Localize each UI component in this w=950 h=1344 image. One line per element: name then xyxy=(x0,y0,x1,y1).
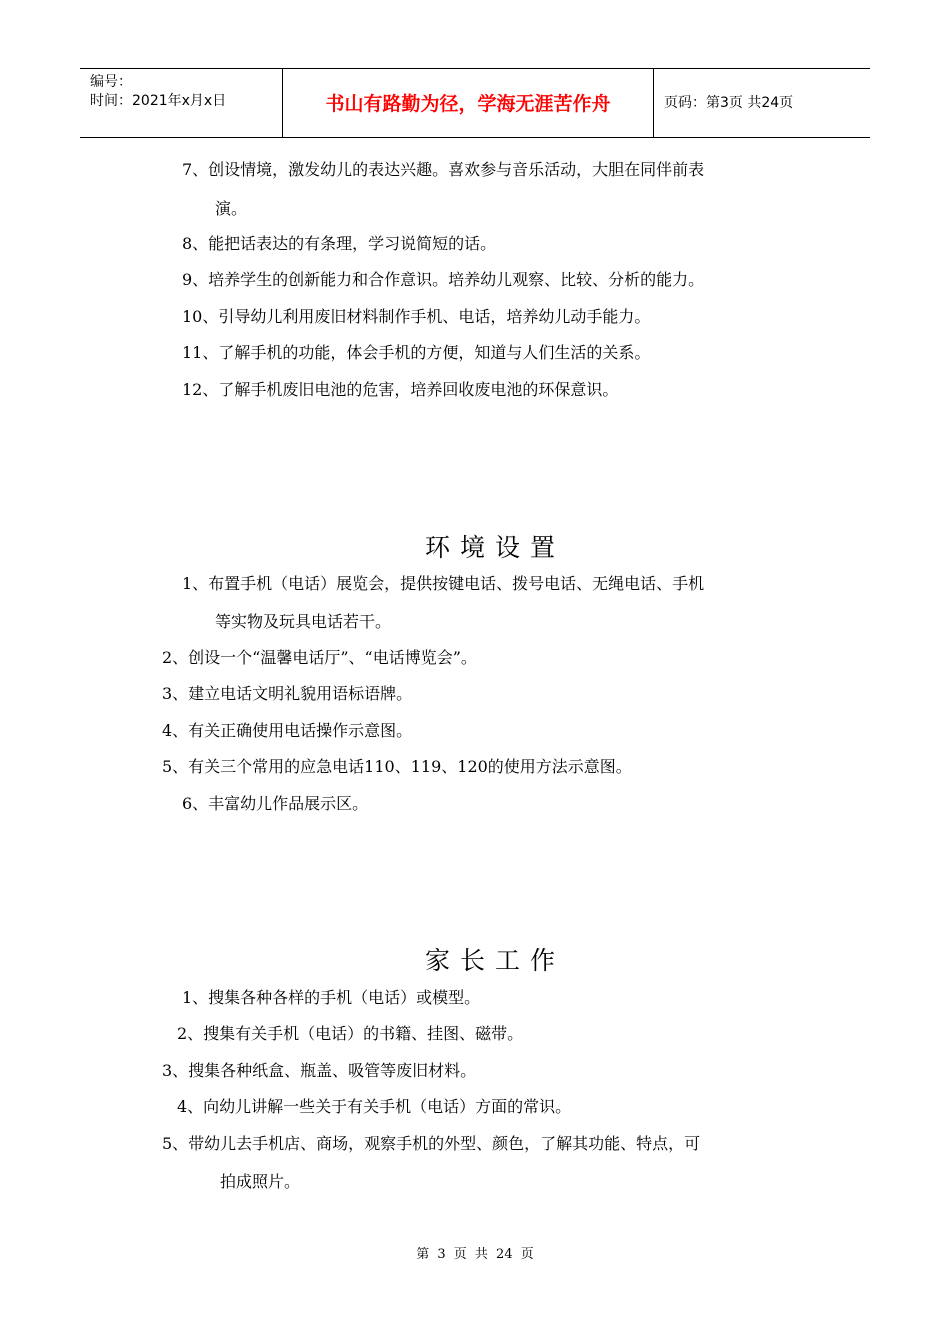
environment-heading: 环境设置 xyxy=(424,533,565,562)
parents-item-5-continued: 拍成照片。 xyxy=(220,1172,301,1191)
parents-item-5: 5、带幼儿去手机店、商场，观察手机的外型、颜色，了解其功能、特点，可 xyxy=(162,1134,701,1153)
environment-item-1: 1、布置手机（电话）展览会，提供按键电话、拨号电话、无绳电话、手机 xyxy=(182,574,705,593)
parents-heading: 家长工作 xyxy=(424,946,565,975)
goal-item-7-continued: 演。 xyxy=(215,199,248,218)
document-number-label: 编号： xyxy=(90,74,132,90)
header-slogan: 书山有路勤为径，学海无涯苦作舟 xyxy=(325,93,611,115)
header-right-cell xyxy=(654,69,870,137)
parents-item-2: 2、搜集有关手机（电话）的书籍、挂图、磁带。 xyxy=(177,1024,524,1043)
environment-item-5: 5、有关三个常用的应急电话110、119、120的使用方法示意图。 xyxy=(162,757,632,776)
document-time-label: 时间：2021年x月x日 xyxy=(90,93,227,109)
goal-item-10: 10、引导幼儿利用废旧材料制作手机、电话，培养幼儿动手能力。 xyxy=(182,307,651,326)
goal-item-8: 8、能把话表达的有条理，学习说简短的话。 xyxy=(182,234,497,253)
page-footer: 第 3 页 共 24 页 xyxy=(416,1247,534,1262)
parents-item-3: 3、搜集各种纸盒、瓶盖、吸管等废旧材料。 xyxy=(162,1061,477,1080)
goal-item-9: 9、培养学生的创新能力和合作意识。培养幼儿观察、比较、分析的能力。 xyxy=(182,270,705,289)
parents-item-4: 4、向幼儿讲解一些关于有关手机（电话）方面的常识。 xyxy=(177,1097,572,1116)
environment-item-3: 3、建立电话文明礼貌用语标语牌。 xyxy=(162,684,413,703)
environment-item-2: 2、创设一个“温馨电话厅”、“电话博览会”。 xyxy=(162,648,477,667)
header-middle-cell xyxy=(283,69,654,137)
environment-item-4: 4、有关正确使用电话操作示意图。 xyxy=(162,721,413,740)
header-page-info: 页码：第3页 共24页 xyxy=(664,95,794,111)
goal-item-11: 11、了解手机的功能，体会手机的方便，知道与人们生活的关系。 xyxy=(182,343,651,362)
environment-item-6: 6、丰富幼儿作品展示区。 xyxy=(182,794,369,813)
parents-item-1: 1、搜集各种各样的手机（电话）或模型。 xyxy=(182,988,481,1007)
environment-item-1-continued: 等实物及玩具电话若干。 xyxy=(215,612,392,631)
header-left-cell xyxy=(80,69,283,137)
goal-item-12: 12、了解手机废旧电池的危害，培养回收废电池的环保意识。 xyxy=(182,380,619,399)
page-header xyxy=(80,68,870,138)
goal-item-7: 7、创设情境，激发幼儿的表达兴趣。喜欢参与音乐活动，大胆在同伴前表 xyxy=(182,160,705,179)
